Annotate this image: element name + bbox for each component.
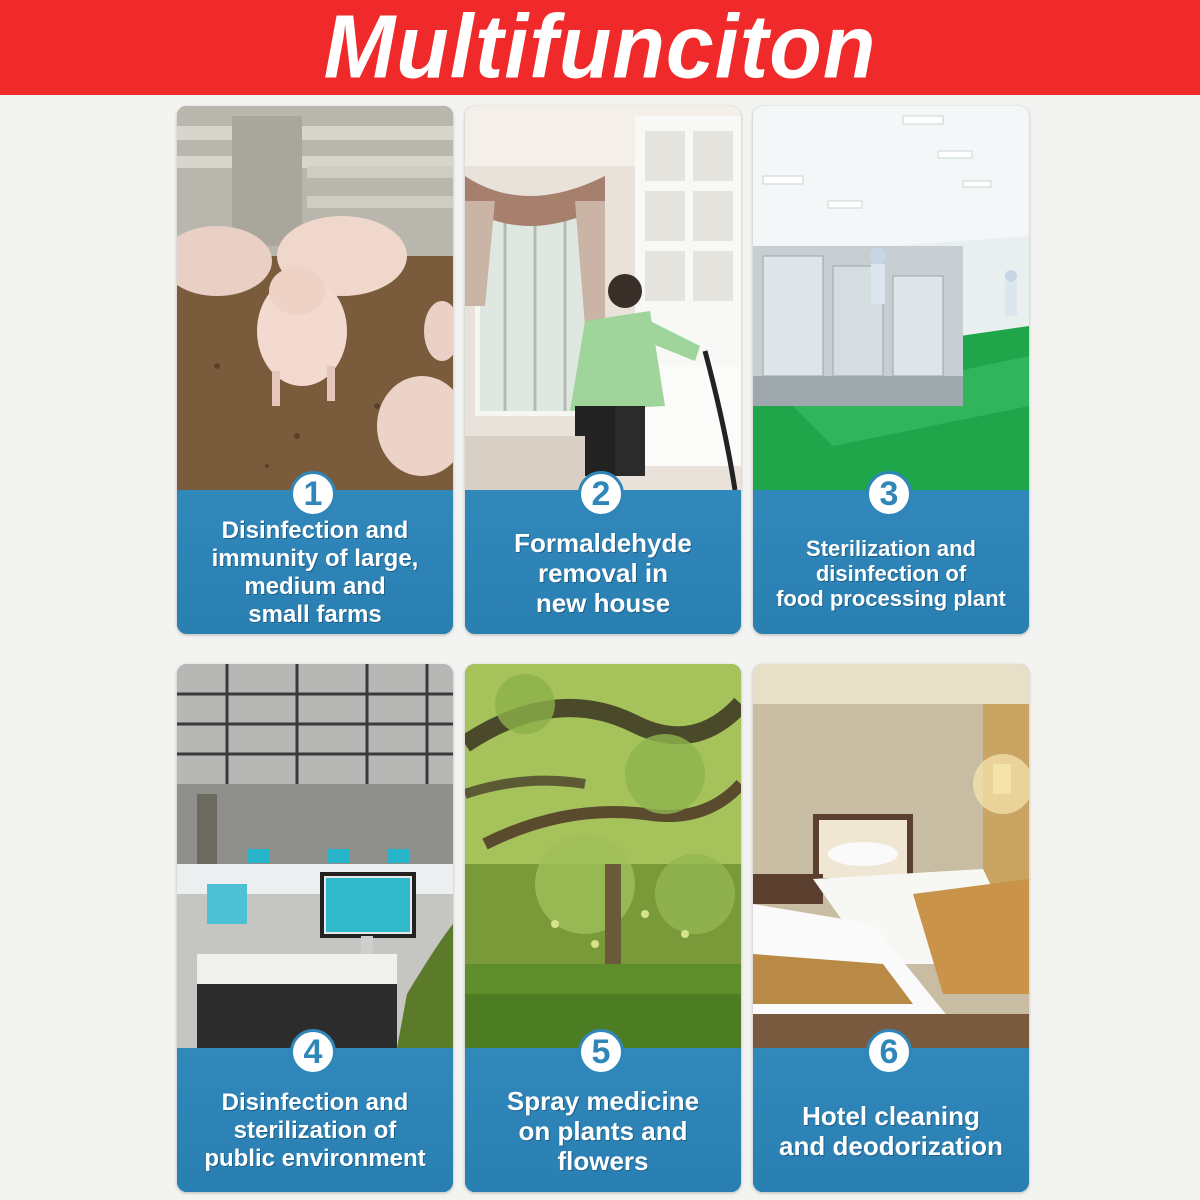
card-caption: Formaldehyde removal in new house xyxy=(514,528,692,618)
number-badge: 4 xyxy=(290,1029,336,1075)
photo-orchard xyxy=(465,664,741,1048)
card-food-plant xyxy=(753,106,1029,634)
number-badge: 1 xyxy=(290,471,336,517)
number-badge: 3 xyxy=(866,471,912,517)
card-caption: Disinfection and immunity of large, medium and small farms xyxy=(211,517,419,628)
photo-pig-farm xyxy=(177,106,453,490)
card-caption: Spray medicine on plants and flowers xyxy=(506,1086,700,1176)
number-badge: 5 xyxy=(578,1029,624,1075)
card-farm xyxy=(177,106,453,634)
photo-new-house xyxy=(465,106,741,490)
card-plants xyxy=(465,664,741,1192)
card-public-environment xyxy=(177,664,453,1192)
photo-food-plant xyxy=(753,106,1029,490)
banner-title: Multifunciton xyxy=(323,0,877,98)
photo-hotel-room xyxy=(753,664,1029,1048)
title-banner xyxy=(0,0,1200,98)
number-badge: 6 xyxy=(866,1029,912,1075)
photo-office xyxy=(177,664,453,1048)
card-formaldehyde xyxy=(465,106,741,634)
card-hotel xyxy=(753,664,1029,1192)
number-badge: 2 xyxy=(578,471,624,517)
card-caption: Disinfection and sterilization of public environment xyxy=(204,1089,426,1172)
card-caption: Sterilization and disinfection of food processing plant xyxy=(776,535,1006,611)
card-caption: Hotel cleaning and deodorization xyxy=(779,1101,1003,1161)
